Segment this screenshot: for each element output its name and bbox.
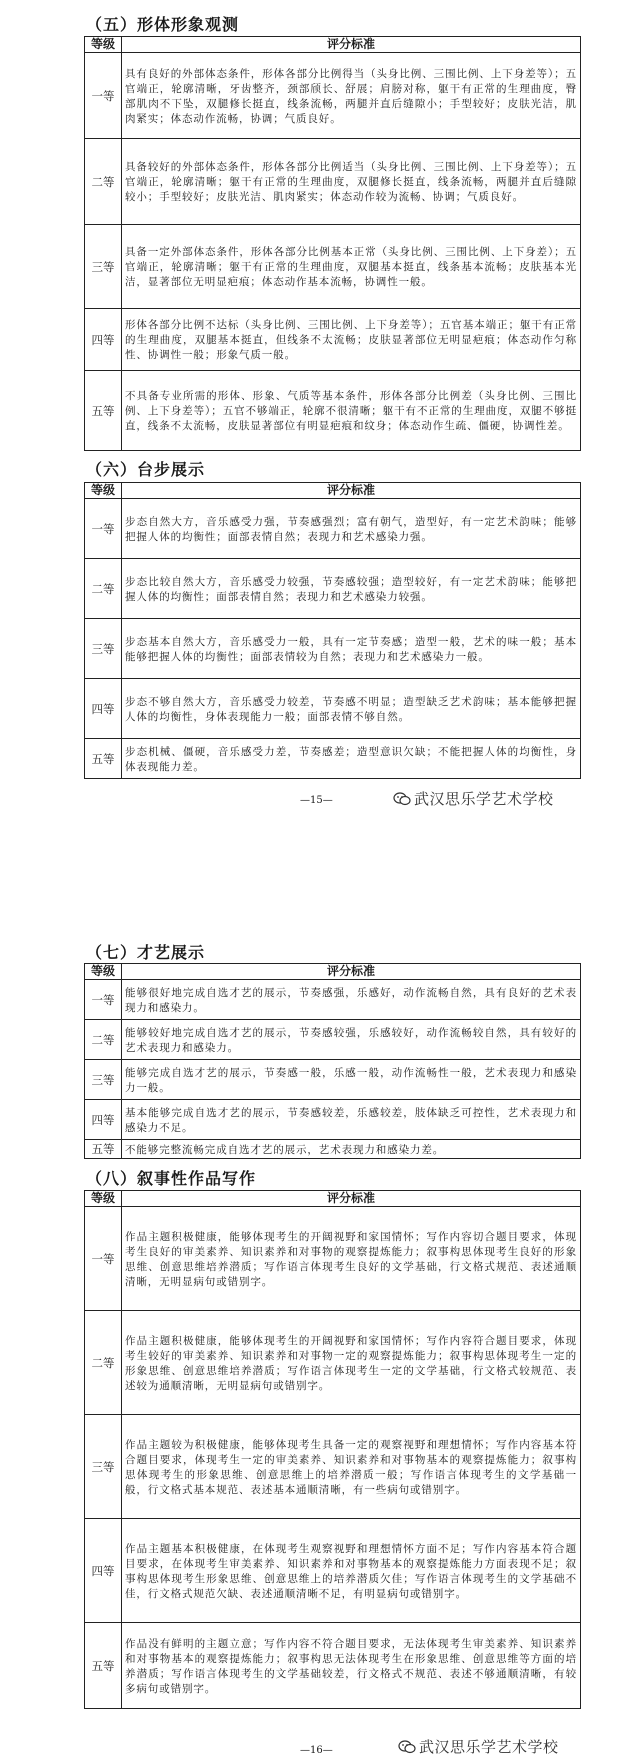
- header-criteria: 评分标准: [122, 1191, 581, 1207]
- watermark: [393, 788, 554, 809]
- grade-level: 一等: [85, 499, 122, 559]
- table-header-row: [85, 1191, 581, 1207]
- table-row: [85, 739, 581, 779]
- wechat-icon: [393, 792, 411, 806]
- grade-level: 四等: [85, 1100, 122, 1140]
- table-body-shape: [84, 36, 581, 451]
- grade-level: 二等: [85, 1311, 122, 1415]
- grade-level: 四等: [85, 309, 122, 371]
- grade-level: 一等: [85, 980, 122, 1020]
- grade-criteria: 具备一定外部体态条件，形体各部分比例基本正常（头身比例、三围比例、上下身差）；五官端正，轮廓清晰；躯干有正常的生理曲度，双腿基本挺直，线条基本流畅；皮肤基本光洁，显著部位无明显疤痕；体态动作基本流畅，协调性一般。: [122, 225, 581, 309]
- grade-criteria: 作品主题积极健康，能够体现考生的开阔视野和家国情怀；写作内容切合题目要求，体现考生良好的审美素养、知识素养和对事物的观察提炼能力；叙事构思体现考生良好的形象思维、创意思维培养潜质；写作语言体现考生良好的文学基础，行文格式规范、表述通顺清晰，无明显病句或错别字。: [122, 1207, 581, 1311]
- section-title-6: （六）台步展示: [86, 460, 206, 479]
- table-row: [85, 371, 581, 451]
- table-narrative-writing: [84, 1190, 581, 1709]
- grade-level: 二等: [85, 1020, 122, 1060]
- grade-criteria: 步态不够自然大方，音乐感受力较差，节奏感不明显；造型缺乏艺术韵味；基本能够把握人体的均衡性，身体表现能力一般；面部表情不够自然。: [122, 679, 581, 739]
- table-row: [85, 1415, 581, 1519]
- header-level: 等级: [85, 964, 122, 980]
- table-row: [85, 1100, 581, 1140]
- grade-criteria: 作品主题较为积极健康，能够体现考生具备一定的观察视野和理想情怀；写作内容基本符合题目要求，体现考生一定的审美素养、知识素养和对事物基本的观察提炼能力；叙事构思体现考生的形象思维、创意思维上的培养潜质一般；写作语言体现考生的文学基础一般，行文格式基本规范、表述基本通顺清晰，有一些病句或错别字。: [122, 1415, 581, 1519]
- grade-level: 三等: [85, 619, 122, 679]
- grade-criteria: 不能够完整流畅完成自选才艺的展示，艺术表现力和感染力差。: [122, 1140, 581, 1159]
- grade-level: 四等: [85, 1519, 122, 1623]
- grade-criteria: 能够很好地完成自选才艺的展示，节奏感强，乐感好，动作流畅自然，具有良好的艺术表现力和感染力。: [122, 980, 581, 1020]
- header-level: 等级: [85, 483, 122, 499]
- section-title-7: （七）才艺展示: [86, 943, 206, 962]
- table-row: [85, 1623, 581, 1709]
- table-row: [85, 499, 581, 559]
- table-row: [85, 309, 581, 371]
- grade-level: 二等: [85, 559, 122, 619]
- grade-criteria: 具有良好的外部体态条件，形体各部分比例得当（头身比例、三围比例、上下身差等）；五官端正，轮廓清晰，牙齿整齐，颈部颀长、舒展；肩膀对称，躯干有正常的生理曲度，臀部肌肉不下坠，双腿修长挺直，线条流畅，两腿并直后缝隙小；手型较好；皮肤光洁，肌肉紧实；体态动作流畅，协调；气质良好。: [122, 53, 581, 139]
- header-criteria: 评分标准: [122, 964, 581, 980]
- grade-level: 五等: [85, 1140, 122, 1159]
- table-row: [85, 559, 581, 619]
- table-row: [85, 679, 581, 739]
- header-criteria: 评分标准: [122, 37, 581, 53]
- page-number: —16—: [300, 1745, 333, 1756]
- table-row: [85, 1020, 581, 1060]
- header-criteria: 评分标准: [122, 483, 581, 499]
- grade-criteria: 作品主题积极健康，能够体现考生的开阔视野和家国情怀；写作内容符合题目要求，体现考生较好的审美素养、知识素养和对事物一定的观察提炼能力；叙事构思体现考生一定的形象思维、创意思维培养潜质；写作语言体现考生一定的文学基础，行文格式较规范、表述较为通顺清晰，无明显病句或错别字。: [122, 1311, 581, 1415]
- table-header-row: [85, 37, 581, 53]
- grade-level: 一等: [85, 53, 122, 139]
- grade-criteria: 步态比较自然大方，音乐感受力较强，节奏感较强；造型较好，有一定艺术韵味；能够把握人体的均衡性；面部表情自然；表现力和艺术感染力较强。: [122, 559, 581, 619]
- grade-criteria: 步态自然大方，音乐感受力强，节奏感强烈；富有朝气，造型好，有一定艺术韵味；能够把握人体的均衡性；面部表情自然；表现力和艺术感染力强。: [122, 499, 581, 559]
- grade-level: 一等: [85, 1207, 122, 1311]
- grade-criteria: 具备较好的外部体态条件，形体各部分比例适当（头身比例、三围比例、上下身差等）；五官端正，轮廓清晰；躯干有正常的生理曲度，双腿修长挺直，线条流畅，两腿并直后缝隙较小；手型较好；皮肤光洁、肌肉紧实；体态动作较为流畅、协调；气质良好。: [122, 139, 581, 225]
- table-row: [85, 139, 581, 225]
- grade-criteria: 作品主题基本积极健康，在体现考生观察视野和理想情怀方面不足；写作内容基本符合题目要求，在体现考生审美素养、知识素养和对事物基本的观察提炼能力方面表现不足；叙事构思体现考生形象思维、创意思维上的培养潜质欠佳；写作语言体现考生的文学基础不佳，行文格式规范欠缺、表述通顺清晰不足，有明显病句或错别字。: [122, 1519, 581, 1623]
- grade-criteria: 能够较好地完成自选才艺的展示，节奏感较强，乐感较好，动作流畅较自然，具有较好的艺术表现力和感染力。: [122, 1020, 581, 1060]
- table-catwalk: [84, 482, 581, 779]
- table-talent: [84, 963, 581, 1159]
- grade-level: 五等: [85, 1623, 122, 1709]
- page-number: —15—: [300, 795, 333, 806]
- grade-level: 三等: [85, 1415, 122, 1519]
- watermark-text: 武汉思乐学艺术学校: [419, 1738, 559, 1756]
- grade-level: 四等: [85, 679, 122, 739]
- grade-criteria: 作品没有鲜明的主题立意；写作内容不符合题目要求，无法体现考生审美素养、知识素养和对事物基本的观察提炼能力；叙事构思无法体现考生在形象思维、创意思维等方面的培养潜质；写作语言体现考生的文学基础较差，行文格式不规范、表述不够通顺清晰，有较多病句或错别字。: [122, 1623, 581, 1709]
- grade-level: 五等: [85, 371, 122, 451]
- table-row: [85, 619, 581, 679]
- wechat-icon: [398, 1740, 416, 1754]
- grade-criteria: 能够完成自选才艺的展示，节奏感一般，乐感一般，动作流畅性一般，艺术表现力和感染力一般。: [122, 1060, 581, 1100]
- table-row: [85, 980, 581, 1020]
- header-level: 等级: [85, 1191, 122, 1207]
- section-title-5: （五）形体形象观测: [86, 15, 240, 34]
- grade-criteria: 步态机械、僵硬，音乐感受力差，节奏感差；造型意识欠缺；不能把握人体的均衡性，身体表现能力差。: [122, 739, 581, 779]
- table-header-row: [85, 483, 581, 499]
- watermark: [398, 1736, 559, 1757]
- table-row: [85, 1311, 581, 1415]
- table-row: [85, 225, 581, 309]
- grade-level: 二等: [85, 139, 122, 225]
- grade-criteria: 不具备专业所需的形体、形象、气质等基本条件，形体各部分比例差（头身比例、三围比例、上下身差等）；五官不够端正，轮廓不很清晰；躯干有不正常的生理曲度，双腿不够挺直，线条不太流畅，皮肤显著部位有明显疤痕和纹身；体态动作生疏、僵硬，协调性差。: [122, 371, 581, 451]
- table-row: [85, 53, 581, 139]
- grade-level: 三等: [85, 1060, 122, 1100]
- watermark-text: 武汉思乐学艺术学校: [414, 790, 554, 808]
- section-title-8: （八）叙事性作品写作: [86, 1169, 257, 1188]
- grade-criteria: 基本能够完成自选才艺的展示，节奏感较差，乐感较差，肢体缺乏可控性，艺术表现力和感染力不足。: [122, 1100, 581, 1140]
- table-row: [85, 1207, 581, 1311]
- grade-level: 五等: [85, 739, 122, 779]
- table-row: [85, 1140, 581, 1159]
- table-header-row: [85, 964, 581, 980]
- table-row: [85, 1519, 581, 1623]
- header-level: 等级: [85, 37, 122, 53]
- grade-criteria: 形体各部分比例不达标（头身比例、三围比例、上下身差等）；五官基本端正；躯干有正常的生理曲度，双腿基本挺直，但线条不太流畅；皮肤显著部位无明显疤痕；体态动作匀称性、协调性一般；形象气质一般。: [122, 309, 581, 371]
- table-row: [85, 1060, 581, 1100]
- grade-criteria: 步态基本自然大方，音乐感受力一般，具有一定节奏感；造型一般，艺术的味一般；基本能够把握人体的均衡性；面部表情较为自然；表现力和艺术感染力一般。: [122, 619, 581, 679]
- grade-level: 三等: [85, 225, 122, 309]
